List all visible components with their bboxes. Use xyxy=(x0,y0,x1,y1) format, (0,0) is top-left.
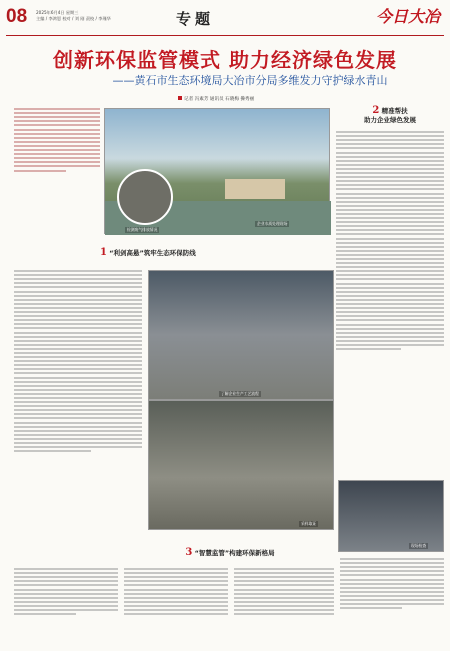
section-2-heading: 2 精准帮扶 助力企业绿色发展 xyxy=(364,105,416,124)
byline: 记者 冯素芳 通讯员 石晓梅 操秀丽 xyxy=(178,96,254,102)
subheadline: ——黄石市生态环境局大冶市分局多维发力守护绿水青山 xyxy=(112,74,388,87)
lead-paragraph xyxy=(14,106,100,226)
section-title: 专题 xyxy=(176,10,215,28)
inset-photo xyxy=(117,169,173,225)
section-3-body-col2 xyxy=(124,566,228,646)
issue-meta: 2025年6月4日 星期三 主编 / 李鸿恩 校对 / 刘 刚 责校 / 李瑾华 xyxy=(36,10,111,21)
photo-caption: 采样取证 xyxy=(301,521,317,526)
inspection-photo xyxy=(338,480,444,552)
section-3-body-col4 xyxy=(340,556,444,646)
sampling-photo xyxy=(148,400,334,530)
photo-caption: 检测废气排放情况 xyxy=(127,227,158,232)
section-1-body xyxy=(14,268,142,548)
section-1-heading: 1 “利剑高悬”筑牢生态环保防线 xyxy=(100,247,196,258)
page-header xyxy=(6,6,444,36)
section-3-body-col1 xyxy=(14,566,118,646)
section-3-heading: 3 “智慧监管”构建环保新格局 xyxy=(185,547,275,558)
newspaper-logo: 今日大冶 xyxy=(375,7,440,26)
byline-marker-icon xyxy=(178,96,182,100)
section-3-body-col3 xyxy=(234,566,334,646)
section-2-body xyxy=(336,129,444,459)
photo-caption: 了解企业生产工艺流程 xyxy=(221,391,259,396)
photo-caption: 企业水质处理现场 xyxy=(257,221,288,226)
headline: 创新环保监管模式 助力经济绿色发展 xyxy=(53,48,397,72)
top-photo xyxy=(104,108,330,234)
section-2 xyxy=(336,106,444,459)
factory-photo xyxy=(148,270,334,400)
photo-caption: 现场检查 xyxy=(411,543,427,548)
page-number: 08 xyxy=(6,6,28,27)
